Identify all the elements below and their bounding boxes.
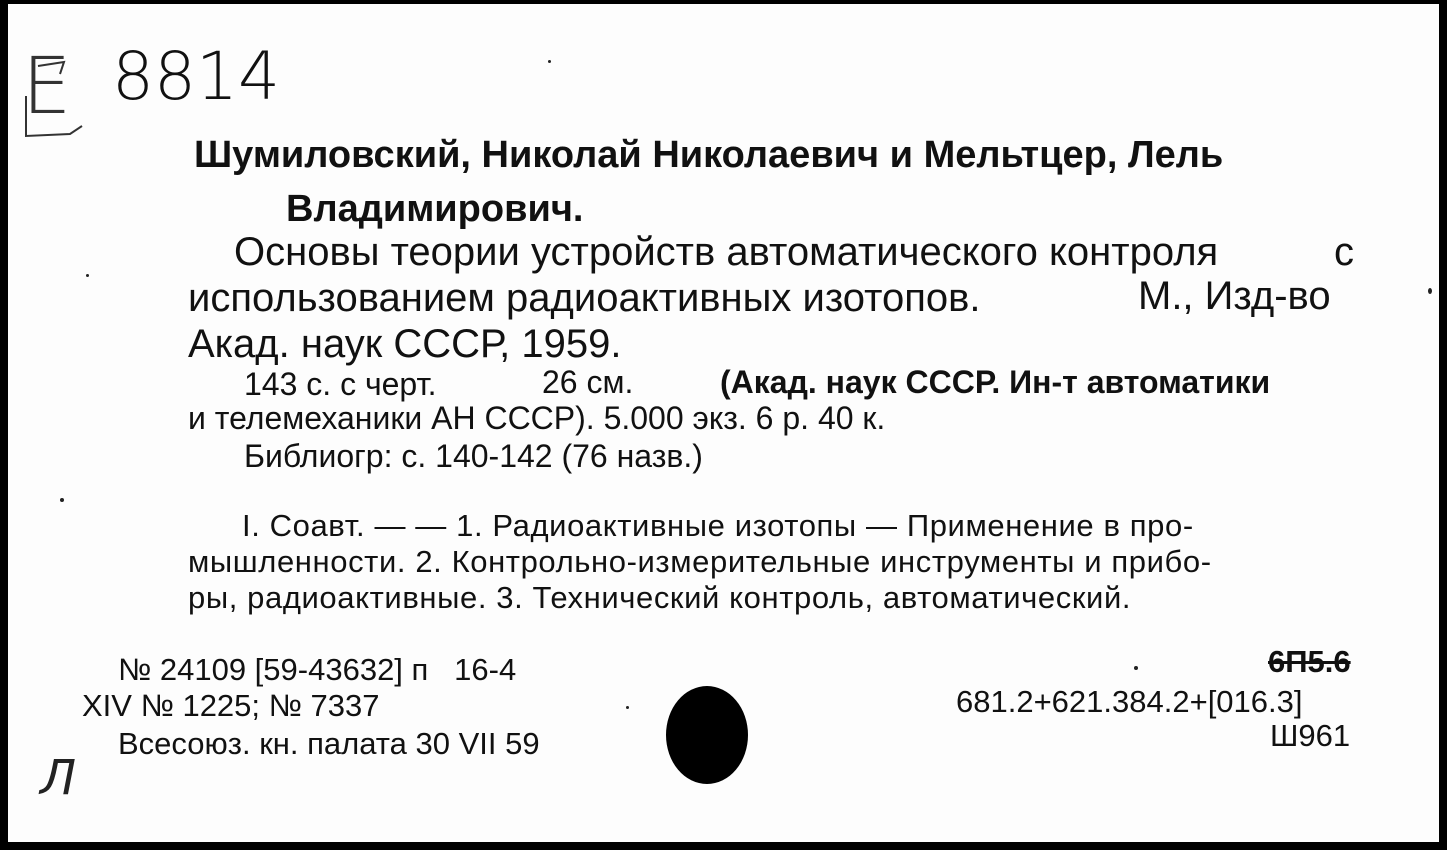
title-line-2: использованием радиоактивных изотопов. [188, 276, 981, 320]
footer-right-line-3: Ш961 [1270, 718, 1351, 753]
footer-left-line-3: Всесоюз. кн. палата 30 VII 59 [118, 726, 540, 761]
speck [60, 498, 64, 502]
description-line-3: Библиогр: с. 140-142 (76 назв.) [244, 438, 703, 474]
description-line-1c: (Акад. наук СССР. Ин-т автоматики [720, 364, 1271, 400]
footer-left-line-1: № 24109 [59-43632] п 16-4 [118, 652, 517, 687]
speck [86, 274, 89, 277]
catalog-card [8, 4, 1439, 842]
subjects-line-3: ры, радиоактивные. 3. Технический контроль, автоматический. [188, 580, 1132, 615]
footer-left-line-2: XIV № 1225; № 7337 [82, 688, 380, 723]
subjects-line-1: I. Соавт. — — 1. Радиоактивные изотопы — Применение в про- [242, 508, 1194, 543]
speck [548, 60, 551, 63]
speck [1134, 666, 1138, 670]
speck [626, 706, 629, 709]
stamp-number: 8814 [112, 38, 280, 115]
subjects-line-2: мышленности. 2. Контрольно-измерительные инструменты и прибо- [188, 544, 1212, 579]
author-line-2: Владимирович. [286, 188, 584, 230]
stamp-box-icon [20, 56, 90, 146]
title-line-2-end: М., Изд-во [1138, 274, 1331, 318]
punch-hole [666, 686, 748, 784]
footer-right-line-1: 6П5.6 [1268, 644, 1351, 679]
title-line-3: Акад. наук СССР, 1959. [188, 322, 622, 366]
description-line-2: и телемеханики АН СССР). 5.000 экз. 6 р. 40 к. [188, 400, 886, 436]
footer-right-line-2: 681.2+621.384.2+[016.3] [956, 684, 1303, 719]
title-line-1: Основы теории устройств автоматического контроля [234, 230, 1219, 274]
author-line-1: Шумиловский, Николай Николаевич и Мельтцер, Лель [194, 134, 1224, 176]
handwritten-initial: Л [40, 750, 77, 806]
description-line-1b: 26 см. [542, 364, 634, 400]
description-line-1a: 143 с. с черт. [244, 366, 437, 402]
title-line-1-end: с [1334, 230, 1354, 274]
stamp-letter: E [22, 42, 72, 132]
speck [1428, 288, 1432, 294]
